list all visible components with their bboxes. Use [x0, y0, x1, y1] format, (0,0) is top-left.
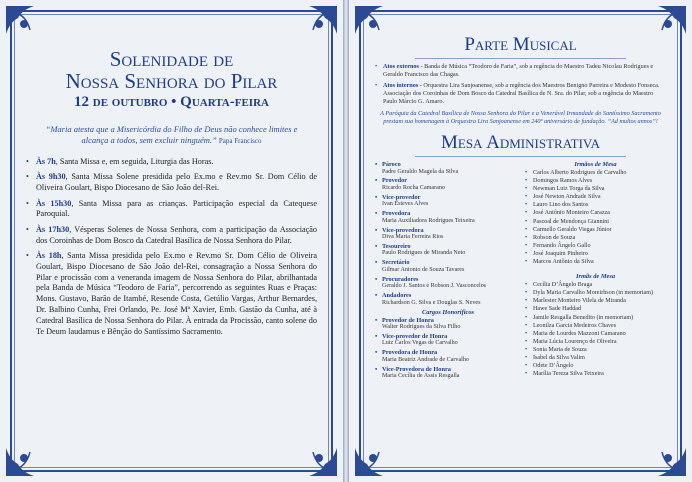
right-content — [375, 22, 666, 460]
role-label — [375, 366, 521, 374]
person-name: Richardson G. Silva e Douglas S. Neves — [382, 299, 481, 306]
member-item — [525, 289, 666, 297]
person-name: Ivan Esteves Alves — [382, 201, 429, 208]
program-text: , Santa Missa Solene presidida pelo Ex.mo e Rev.mo Sr. Dom Célio de Oliveira Goulart, Bispo Diocesano de São João del-Rei. — [36, 172, 317, 193]
heading-rule — [415, 58, 626, 59]
bullet-icon: • — [525, 226, 528, 233]
member-name: Pascoal de Mendonça Giannini — [533, 218, 609, 225]
person-name: Padre Geraldo Magela da Silva — [382, 168, 459, 175]
program-item — [26, 199, 317, 221]
person-name: Diva Maria Ferreira Rios — [382, 234, 444, 241]
member-item — [525, 234, 666, 242]
member-name: Fernando Ângelo Gallo — [533, 242, 591, 249]
member-name: Carlos Alberto Rodrigues de Carvalho — [533, 170, 627, 176]
member-name: Dyla Maria Carvalho Moreirhson (in memoriam) — [533, 290, 653, 297]
role-label — [375, 292, 521, 300]
program-item — [26, 251, 317, 337]
bullet-icon: • — [525, 282, 528, 289]
role-label — [375, 161, 521, 169]
quote-text: “Maria atesta que a Misericórdia do Filho de Deus não conhece limites e alcança a todos, sem excluir ninguém.” — [45, 124, 298, 145]
bullet-icon: • — [26, 172, 29, 182]
person-name: Gilmar Antonio de Souza Tavares — [382, 266, 465, 273]
program-time: Às 18h — [36, 250, 62, 260]
mesa-heading — [375, 132, 666, 157]
member-item — [525, 354, 666, 362]
person-name: Ricardo Rocha Camarano — [382, 184, 445, 191]
bullet-icon: • — [525, 186, 528, 193]
program-time: Às 9h30 — [36, 172, 66, 182]
quote — [32, 124, 311, 147]
left-page — [0, 0, 343, 482]
person-name: Maria Auxiliadora Rodrigues Teixeira — [382, 217, 475, 224]
person-name: Maria Beatriz Andrade de Carvalho — [382, 356, 469, 363]
member-item — [525, 242, 666, 250]
page-title-line1: Solenidade de — [109, 47, 234, 71]
role-label — [375, 349, 521, 357]
member-item — [525, 281, 666, 289]
role-name: Procuradores — [382, 275, 419, 283]
role-label — [375, 227, 521, 235]
bullet-icon: • — [525, 242, 528, 249]
bullet-icon: • — [26, 224, 29, 234]
member-item — [525, 218, 666, 226]
musical-heading — [375, 34, 666, 59]
musical-note: A Paróquia da Catedral Basílica de Nossa Senhora do Pilar e a Venerável Irmandade do Santíssimo Sacramento prestam sua homenagem à Orquestra Lira Sanjoanense em 240º aniversário de fundação. “Ad multos annos”! — [380, 110, 661, 125]
program-text: , Vésperas Solenes de Nossa Senhora, com a participação da Associação dos Coroinhas de Dom Bosco da Catedral Basílica de Nossa Senhora do Pilar. — [36, 224, 317, 245]
role-name: Vice-provedora — [382, 226, 424, 234]
member-item — [525, 177, 666, 185]
officers-list — [375, 161, 521, 307]
bullet-icon: • — [525, 338, 528, 345]
bullet-icon: • — [525, 322, 528, 329]
bullet-icon: • — [375, 226, 378, 234]
members-column — [525, 161, 666, 378]
bullet-icon: • — [525, 306, 528, 313]
member-name: Sonia Maria de Souza — [533, 346, 587, 353]
bullet-icon: • — [375, 292, 378, 300]
member-name: Maria Lúcia Lourenço de Oliveira — [533, 338, 617, 345]
role-label — [375, 177, 521, 185]
person-name: Geraldo J. Santos e Robson J. Vasconcelos — [382, 283, 487, 290]
mesa-title: Mesa Administrativa — [440, 132, 601, 153]
mesa-columns — [375, 161, 666, 411]
member-item — [525, 169, 666, 177]
role-label — [375, 259, 521, 267]
officers-column — [375, 161, 521, 382]
bullet-icon: • — [375, 177, 378, 185]
member-name: José Newton Andrade Silva — [533, 194, 601, 201]
program-list — [26, 157, 317, 337]
irmaos-title: Irmãos de Mesa — [574, 161, 617, 168]
person-name: Maria Cecília de Assis Resgalla — [382, 373, 460, 380]
bullet-icon: • — [525, 178, 528, 185]
program-item — [26, 172, 317, 194]
role-label — [375, 243, 521, 251]
right-page — [349, 0, 692, 482]
musical-item — [375, 82, 666, 106]
role-label — [375, 194, 521, 202]
member-item — [525, 193, 666, 201]
member-item — [525, 250, 666, 258]
member-item — [525, 297, 666, 305]
bullet-icon: • — [525, 363, 528, 370]
musical-text: - Banda de Música “Teodoro de Faria”, sob a regência do Maestro Tadeu Nicolau Rodrigues e Geraldo Francisco das Chagas. — [383, 63, 654, 78]
irmas-title: Irmãs de Mesa — [575, 273, 616, 281]
member-item — [525, 305, 666, 313]
musical-label: Atos internos — [383, 82, 419, 89]
role-name: Vice-Provedora de Honra — [382, 365, 451, 373]
member-item — [525, 322, 666, 330]
role-name: Vice-provedor de Honra — [382, 332, 448, 340]
member-name: José Joaquim Pinheiro — [533, 250, 588, 257]
member-name: Cecília D’Ângelo Braga — [533, 282, 593, 289]
program-time: Às 7h — [36, 157, 56, 166]
musical-section — [375, 63, 666, 126]
program-text: , Santa Missa presidida pelo Ex.mo e Rev.mo Sr. Dom Célio de Oliveira Goulart, Bispo Diocesano de São João del-Rei, consagração a Nossa Senhora do Pilar e procissão com a veneranda imagem de Nossa Senhora do Pilar, abrilhantada pela Banda de Música “Teodoro de Faria”, percorrendo as seguintes Ruas e Praças: Mons. Gustavo, Barão de Itambé, Resende Costa, Getúlio Vargas, Arthur Bernardes, Dr. Balbino Cunha, Frei Orlando, Pe. José Mª Xavier, Emb. Gastão da Cunha, até à Catedral Basílica de Nossa Senhora do Pilar. À entrada da Procissão, canto solene do Te Deum laudamus e Bênção do Santíssimo Sacramento. — [36, 250, 317, 336]
bullet-icon: • — [375, 365, 378, 373]
member-name: Isabel da Silva Valim — [533, 354, 585, 361]
role-label — [375, 276, 521, 284]
page-title-line2: Nossa Senhora do Pilar — [65, 69, 278, 93]
bullet-icon: • — [525, 218, 528, 225]
page-date: 12 de outubro • Quarta-feira — [74, 94, 269, 110]
irmas-list — [525, 281, 666, 378]
role-name: Provedora — [382, 210, 411, 218]
bullet-icon: • — [525, 354, 528, 361]
role-name: Provedora de Honra — [382, 349, 438, 357]
program-text: , Santa Missa e, em seguida, Liturgia das Horas. — [55, 157, 214, 166]
bullet-icon: • — [525, 259, 528, 266]
member-item — [525, 370, 666, 378]
bullet-icon: • — [525, 346, 528, 353]
role-name: Provedor — [382, 177, 408, 185]
bullet-icon: • — [375, 63, 378, 70]
bullet-icon: • — [375, 316, 378, 324]
member-name: Newman Luiz Torga da Silva — [533, 186, 605, 193]
member-name: Maria de Lourdes Mazzoni Camarano — [533, 330, 626, 337]
program-text: , Santa Missa para as crianças. Participação especial da Catequese Paroquial. — [36, 198, 317, 219]
member-name: Lauro Lino dos Santos — [533, 202, 589, 209]
bullet-icon: • — [375, 82, 378, 89]
role-name: Vice-provedor — [382, 193, 421, 201]
musical-item — [375, 63, 666, 79]
member-item — [525, 362, 666, 370]
bullet-icon: • — [375, 210, 378, 218]
bullet-icon: • — [525, 330, 528, 337]
member-name: Marcos Antônio da Silva — [533, 259, 594, 266]
honor-title: Cargos Honoríficos — [421, 308, 475, 316]
bullet-icon: • — [525, 371, 528, 378]
heading-rule — [415, 156, 626, 157]
member-name: Hawe Sade Haddad — [533, 306, 582, 313]
member-name: Domingos Ramos Alves — [533, 178, 593, 185]
member-name: Odete D’Ângelo — [533, 363, 574, 370]
irmaos-list — [525, 169, 666, 266]
quote-author: Papa Francisco — [218, 137, 262, 145]
bullet-icon: • — [375, 275, 378, 283]
person-name: Luiz Carlos Vegas de Carvalho — [382, 340, 458, 347]
bullet-icon: • — [525, 314, 528, 321]
member-item — [525, 338, 666, 346]
bullet-icon: • — [26, 157, 29, 166]
bullet-icon: • — [525, 170, 528, 176]
bullet-icon: • — [525, 202, 528, 209]
role-name: Provedor de Honra — [382, 316, 434, 324]
member-item — [525, 330, 666, 338]
member-item — [525, 209, 666, 217]
musical-text: - Orquestra Lira Sanjoanense, sob a regência dos Maestros Benigno Parreira e Modesto Fonseca. Associação dos Coroinhas de Dom Bosco da Catedral Basílica de N. Sra. do Pilar, sob a regência do Maestro Paulo Márcio G. Amaro. — [383, 82, 660, 105]
program-item — [26, 225, 317, 247]
musical-title: Parte Musical — [464, 34, 577, 55]
role-name: Andadores — [382, 292, 412, 300]
bullet-icon: • — [375, 193, 378, 201]
role-name: Secretário — [382, 259, 410, 267]
bullet-icon: • — [375, 332, 378, 340]
bullet-icon: • — [26, 250, 29, 260]
program-item — [26, 157, 317, 168]
bullet-icon: • — [525, 194, 528, 201]
bullet-icon: • — [375, 161, 378, 168]
program-time: Às 15h30 — [36, 198, 72, 208]
bullet-icon: • — [375, 259, 378, 267]
musical-label: Atos externos — [383, 63, 419, 70]
role-label — [375, 210, 521, 218]
member-name: José Antônio Monteiro Carazza — [533, 210, 610, 217]
member-name: Robson de Souza — [533, 234, 576, 241]
left-content — [26, 22, 317, 460]
role-name: Tesoureiro — [382, 242, 411, 250]
member-name: Leonilza Garcia Medeiros Chaves — [533, 322, 617, 329]
role-label — [375, 317, 521, 325]
bullet-icon: • — [525, 290, 528, 297]
program-time: Às 17h30 — [36, 224, 70, 234]
bullet-icon: • — [26, 198, 29, 208]
person-name: Walter Rodrigues da Silva Filho — [382, 324, 461, 331]
bullet-icon: • — [525, 234, 528, 241]
member-item — [525, 226, 666, 234]
role-name: Pároco — [382, 161, 401, 168]
person-name: Paulo Rodrigues de Miranda Neto — [382, 250, 466, 257]
member-item — [525, 185, 666, 193]
member-item — [525, 258, 666, 266]
member-name: Marlester Monteiro Vilela de Miranda — [533, 298, 626, 305]
musical-list — [375, 63, 666, 106]
bullet-icon: • — [375, 242, 378, 250]
bullet-icon: • — [525, 250, 528, 257]
member-item — [525, 201, 666, 209]
bullet-icon: • — [525, 210, 528, 217]
member-item — [525, 346, 666, 354]
honor-list — [375, 317, 521, 381]
member-item — [525, 314, 666, 322]
role-label — [375, 333, 521, 341]
member-name: Jamile Resgalla Benedito (in memoriam) — [533, 314, 634, 321]
member-name: Marília Tereza Silva Teixeira — [533, 371, 604, 378]
bullet-icon: • — [525, 298, 528, 305]
member-name: Carmello Geraldo Viegas Júnior — [533, 226, 612, 233]
bullet-icon: • — [375, 349, 378, 357]
